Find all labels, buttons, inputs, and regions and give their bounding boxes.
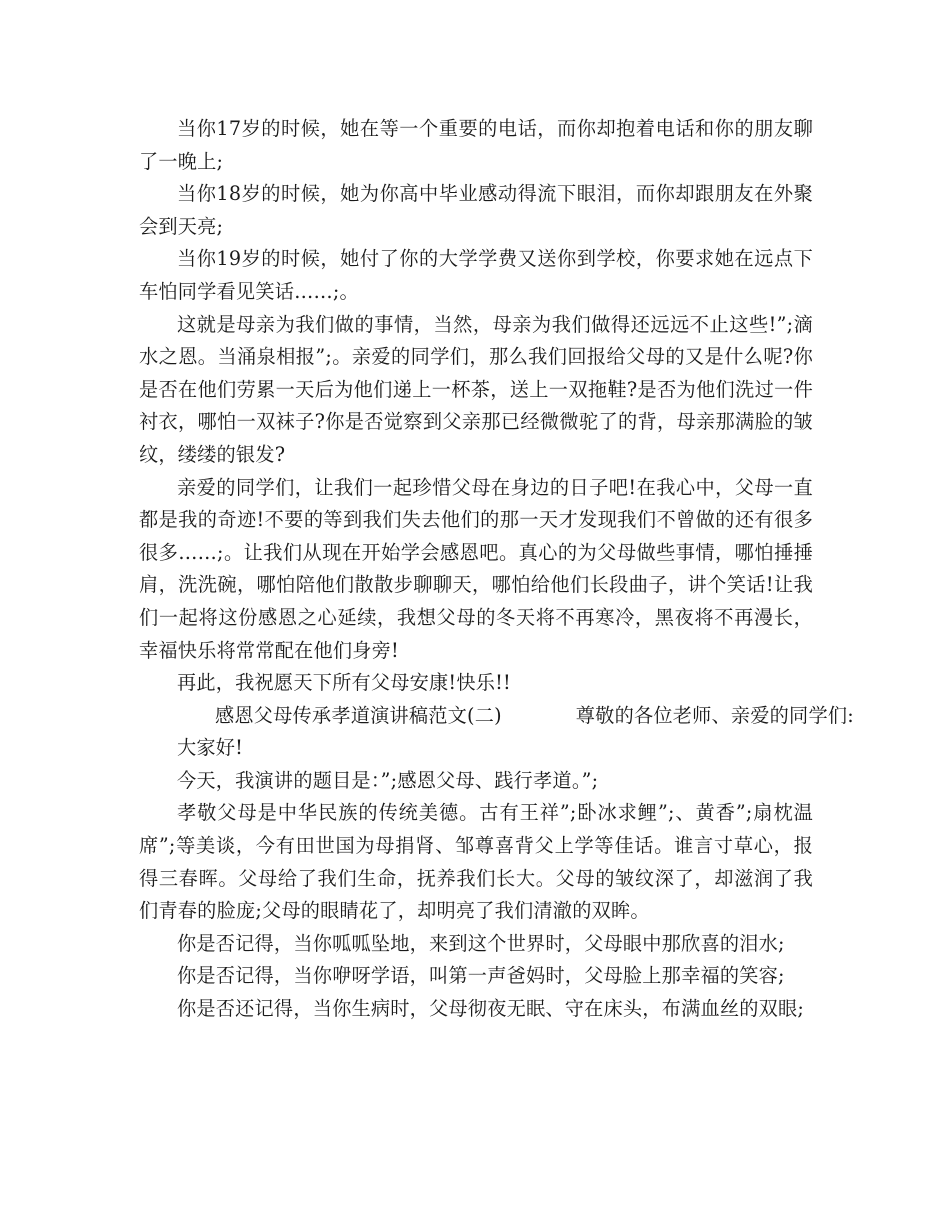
paragraph-age-17: 当你17岁的时候，她在等一个重要的电话，而你却抱着电话和你的朋友聊了一晚上; xyxy=(139,117,813,173)
paragraph-age-18: 当你18岁的时候，她为你高中毕业感动得流下眼泪，而你却跟朋友在外聚会到天亮; xyxy=(139,182,813,238)
paragraph-topic: 今天，我演讲的题目是：”;感恩父母、践行孝道。”; xyxy=(177,768,599,792)
speech-title: 感恩父母传承孝道演讲稿范文(二) xyxy=(215,703,502,727)
paragraph-remember-illness: 你是否还记得，当你生病时，父母彻夜无眠、守在床头，布满血丝的双眼; xyxy=(177,997,805,1021)
paragraph-greeting: 大家好! xyxy=(177,736,244,760)
document-body xyxy=(139,113,854,1026)
paragraph-blessing: 再此，我祝愿天下所有父母安康!快乐!! xyxy=(177,671,511,695)
paragraph-filial-piety: 孝敬父母是中华民族的传统美德。古有王祥”;卧冰求鲤”;、黄香”;扇枕温席”;等美谈，今有田世国为母捐肾、邹尊喜背父上学等佳话。谁言寸草心，报得三春晖。父母给了我们生命，抚养我们长大。父母的皱纹深了，却滋润了我们青春的脸庞;父母的眼睛花了，却明亮了我们清澈的双眸。 xyxy=(139,801,813,923)
paragraph-remember-first-words: 你是否记得，当你咿呀学语，叫第一声爸妈时，父母脸上那幸福的笑容; xyxy=(177,964,785,988)
paragraph-age-19: 当你19岁的时候，她付了你的大学学费又送你到学校，你要求她在远点下车怕同学看见笑话……;。 xyxy=(139,247,813,303)
paragraph-mother-deeds: 这就是母亲为我们做的事情，当然，母亲为我们做得还远远不止这些!”;滴水之恩。当涌泉相报”;。亲爱的同学们，那么我们回报给父母的又是什么呢?你是否在他们劳累一天后为他们递上一杯茶，送上一双拖鞋?是否为他们洗过一件衬衣，哪怕一双袜子?你是否觉察到父亲那已经微微驼了的背，母亲那满脸的皱纹，缕缕的银发? xyxy=(139,312,813,466)
speech-salutation: 尊敬的各位老师、亲爱的同学们: xyxy=(575,703,854,727)
paragraph-remember-birth: 你是否记得，当你呱呱坠地，来到这个世界时，父母眼中那欣喜的泪水; xyxy=(177,931,785,955)
paragraph-cherish-parents: 亲爱的同学们，让我们一起珍惜父母在身边的日子吧!在我心中，父母一直都是我的奇迹!不要的等到我们失去他们的那一天才发现我们不曾做的还有很多很多……;。让我们从现在开始学会感恩吧。真心的为父母做些事情，哪怕捶捶肩，洗洗碗，哪怕陪他们散散步聊聊天，哪怕给他们长段曲子，讲个笑话!让我们一起将这份感恩之心延续，我想父母的冬天将不再寒冷，黑夜将不再漫长，幸福快乐将常常配在他们身旁! xyxy=(139,475,813,662)
speech-heading xyxy=(139,700,854,733)
